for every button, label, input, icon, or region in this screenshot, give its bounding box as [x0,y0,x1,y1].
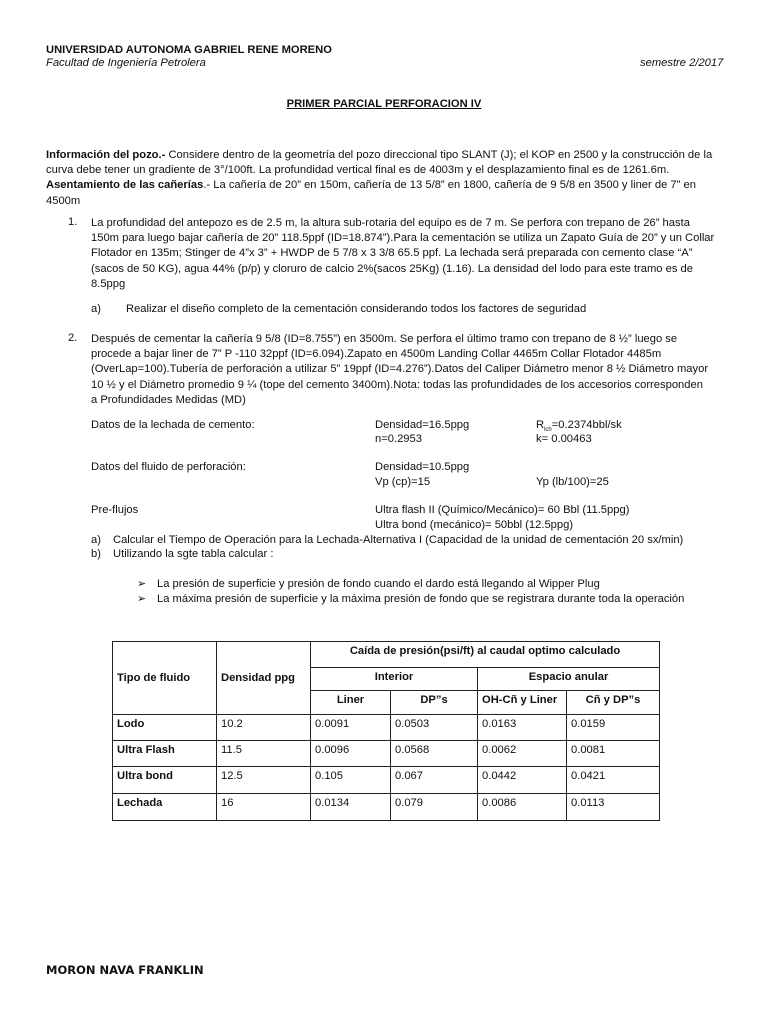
cell-density: 10.2 [217,715,311,741]
cell-fluid: Lodo [113,715,217,741]
question-2-text [91,332,731,408]
bullet-text: La máxima presión de superficie y la máxima presión de fondo que se registrara durante toda la operación [157,593,685,605]
cell-oh: 0.0163 [478,715,567,741]
q2-a-label: a) [91,534,101,546]
faculty-name: Facultad de Ingeniería Petrolera [46,57,206,69]
cement-density: Densidad=16.5ppg [375,419,470,431]
cell-oh: 0.0062 [478,741,567,767]
header-fluid-type: Tipo de fluido [113,642,217,715]
cement-rlch [536,419,622,433]
q2-line: (OverLap=100).Tubería de perforación a utilizar 5” 19ppf (ID=4.276”).Datos del Caliper Diámetro menor 8 ½ Diámetro mayor [91,363,709,376]
q2-line: procede a bajar liner de 7” P -110 32ppf (ID=6.094).Zapato en 4500m Landing Collar 4465m Collar Flotador 4485m [91,348,662,361]
cell-liner: 0.105 [311,767,391,794]
university-name: UNIVERSIDAD AUTONOMA GABRIEL RENE MORENO [46,44,332,56]
cell-density: 12.5 [217,767,311,794]
cement-k: k= 0.00463 [536,433,592,445]
cell-cn: 0.0081 [567,741,660,767]
q2-line: Después de cementar la cañería 9 5/8 (ID=8.755”) en 3500m. Se perfora el último tramo con trepano de 8 ½” luego se [91,333,678,345]
cell-cn: 0.0159 [567,715,660,741]
preflush-label: Pre-flujos [91,504,139,516]
table-caption: Caída de presión(psi/ft) al caudal optimo calculado [311,642,660,668]
intro-line-3: .- La cañería de 20” en 150m, cañería de 13 5/8” en 1800, cañería de 9 5/8 en 3500 y liner de 7” en [203,179,696,192]
q1-sub-text: Realizar el diseño completo de la cementación considerando todos los factores de seguridad [126,303,587,315]
cement-n: n=0.2953 [375,433,422,445]
q2-line: 10 ½ y el Diámetro promedio 9 ¼ (tope del cemento 3400m).Nota: todas las profundidades de los accesorios corresponden [91,378,703,391]
q1-line: La profundidad del antepozo es de 2.5 m, la altura sub-rotaria del equipo es de 7 m. Se perfora con trepano de 26” hasta [91,217,690,229]
cell-fluid: Ultra Flash [113,741,217,767]
cell-density: 11.5 [217,741,311,767]
cell-dp: 0.0503 [391,715,478,741]
exam-title: PRIMER PARCIAL PERFORACION IV [286,98,482,110]
bullet-text: La presión de superficie y presión de fondo cuando el dardo está llegando al Wipper Plug [157,578,600,590]
preflush-line-1: Ultra flash II (Químico/Mecánico)= 60 Bbl (11.5ppg) [375,504,630,516]
q2-a-text: Calcular el Tiempo de Operación para la Lechada-Alternativa I (Capacidad de la unidad de cementación 20 sx/min) [113,534,684,546]
casing-heading: Asentamiento de las cañerías [46,179,204,192]
fluid-density: Densidad=10.5ppg [375,461,470,473]
header-interior: Interior [311,668,478,691]
fluid-yp: Yp (lb/100)=25 [536,476,609,488]
header-annular-space: Espacio anular [478,668,660,691]
bullet-item [137,577,600,590]
semester-label: semestre 2/2017 [640,57,724,69]
rlch-value: =0.2374bbl/sk [551,419,622,431]
author-name: MORON NAVA FRANKLIN [46,963,204,977]
header-oh-liner: OH-Cñ y Liner [478,691,567,715]
cell-liner: 0.0096 [311,741,391,767]
fluid-data-label: Datos del fluido de perforación: [91,461,246,473]
pressure-drop-table [112,641,660,821]
cell-dp: 0.079 [391,794,478,821]
cell-liner: 0.0091 [311,715,391,741]
q1-sub-label: a) [91,303,101,315]
rlch-symbol: R [536,419,545,431]
arrow-bullet-icon: ➢ [137,578,147,590]
table-row [113,715,660,741]
cell-fluid: Ultra bond [113,767,217,794]
question-2-number: 2. [68,332,78,344]
q1-line: 8.5ppg [91,277,126,290]
intro-line-1: Considere dentro de la geometría del pozo direccional tipo SLANT (J); el KOP en 2500 y la construcción de la [165,149,713,161]
q2-b-label: b) [91,548,101,560]
q1-line: Flotador en 135m; Stinger de 4”x 3” + HWDP de 5 7/8 x 3 3/8 65.5 ppf. La lechada será preparada con cemento clase “A” [91,247,693,260]
cell-oh: 0.0442 [478,767,567,794]
well-info-heading: Información del pozo.- [46,149,166,161]
table-row [113,794,660,821]
intro-line-4: 4500m [46,194,81,207]
q2-b-text: Utilizando la sgte tabla calcular : [113,548,274,560]
question-1-text [91,216,731,292]
cell-cn: 0.0421 [567,767,660,794]
header-dp: DP”s [391,691,478,715]
preflush-line-2: Ultra bond (mecánico)= 50bbl (12.5ppg) [375,519,574,531]
cell-fluid: Lechada [113,794,217,821]
q1-line: 150m para luego bajar cañería de 20” 118.5ppf (ID=18.874”).Para la cementación se utiliza un Zapato Guía de 20” y un Collar [91,232,715,245]
table-row [113,741,660,767]
header-cn-dp: Cñ y DP”s [567,691,660,715]
cell-density: 16 [217,794,311,821]
cell-dp: 0.067 [391,767,478,794]
header-liner: Liner [311,691,391,715]
question-1-number: 1. [68,216,78,228]
cell-dp: 0.0568 [391,741,478,767]
intro-line-2: curva debe tener un gradiente de 3°/100ft. La profundidad vertical final es de 4003m y el desplazamiento final es de 1261.6m. [46,164,670,177]
cell-liner: 0.0134 [311,794,391,821]
cell-cn: 0.0113 [567,794,660,821]
rlch-subscript: lch [544,427,552,434]
header-density: Densidad ppg [217,642,311,715]
bullet-item [137,592,684,605]
cement-data-label: Datos de la lechada de cemento: [91,419,255,431]
table-row [113,767,660,794]
well-info-paragraph [46,148,726,209]
q1-line: (sacos de 50 KG), agua 44% (p/p) y cloruro de calcio 2%(sacos 25Kg) (1.16). La densidad del lodo para este tramo es de [91,262,693,275]
q2-line: a Profundidades Medidas (MD) [91,393,246,406]
arrow-bullet-icon: ➢ [137,593,147,605]
cell-oh: 0.0086 [478,794,567,821]
fluid-vp: Vp (cp)=15 [375,476,431,488]
